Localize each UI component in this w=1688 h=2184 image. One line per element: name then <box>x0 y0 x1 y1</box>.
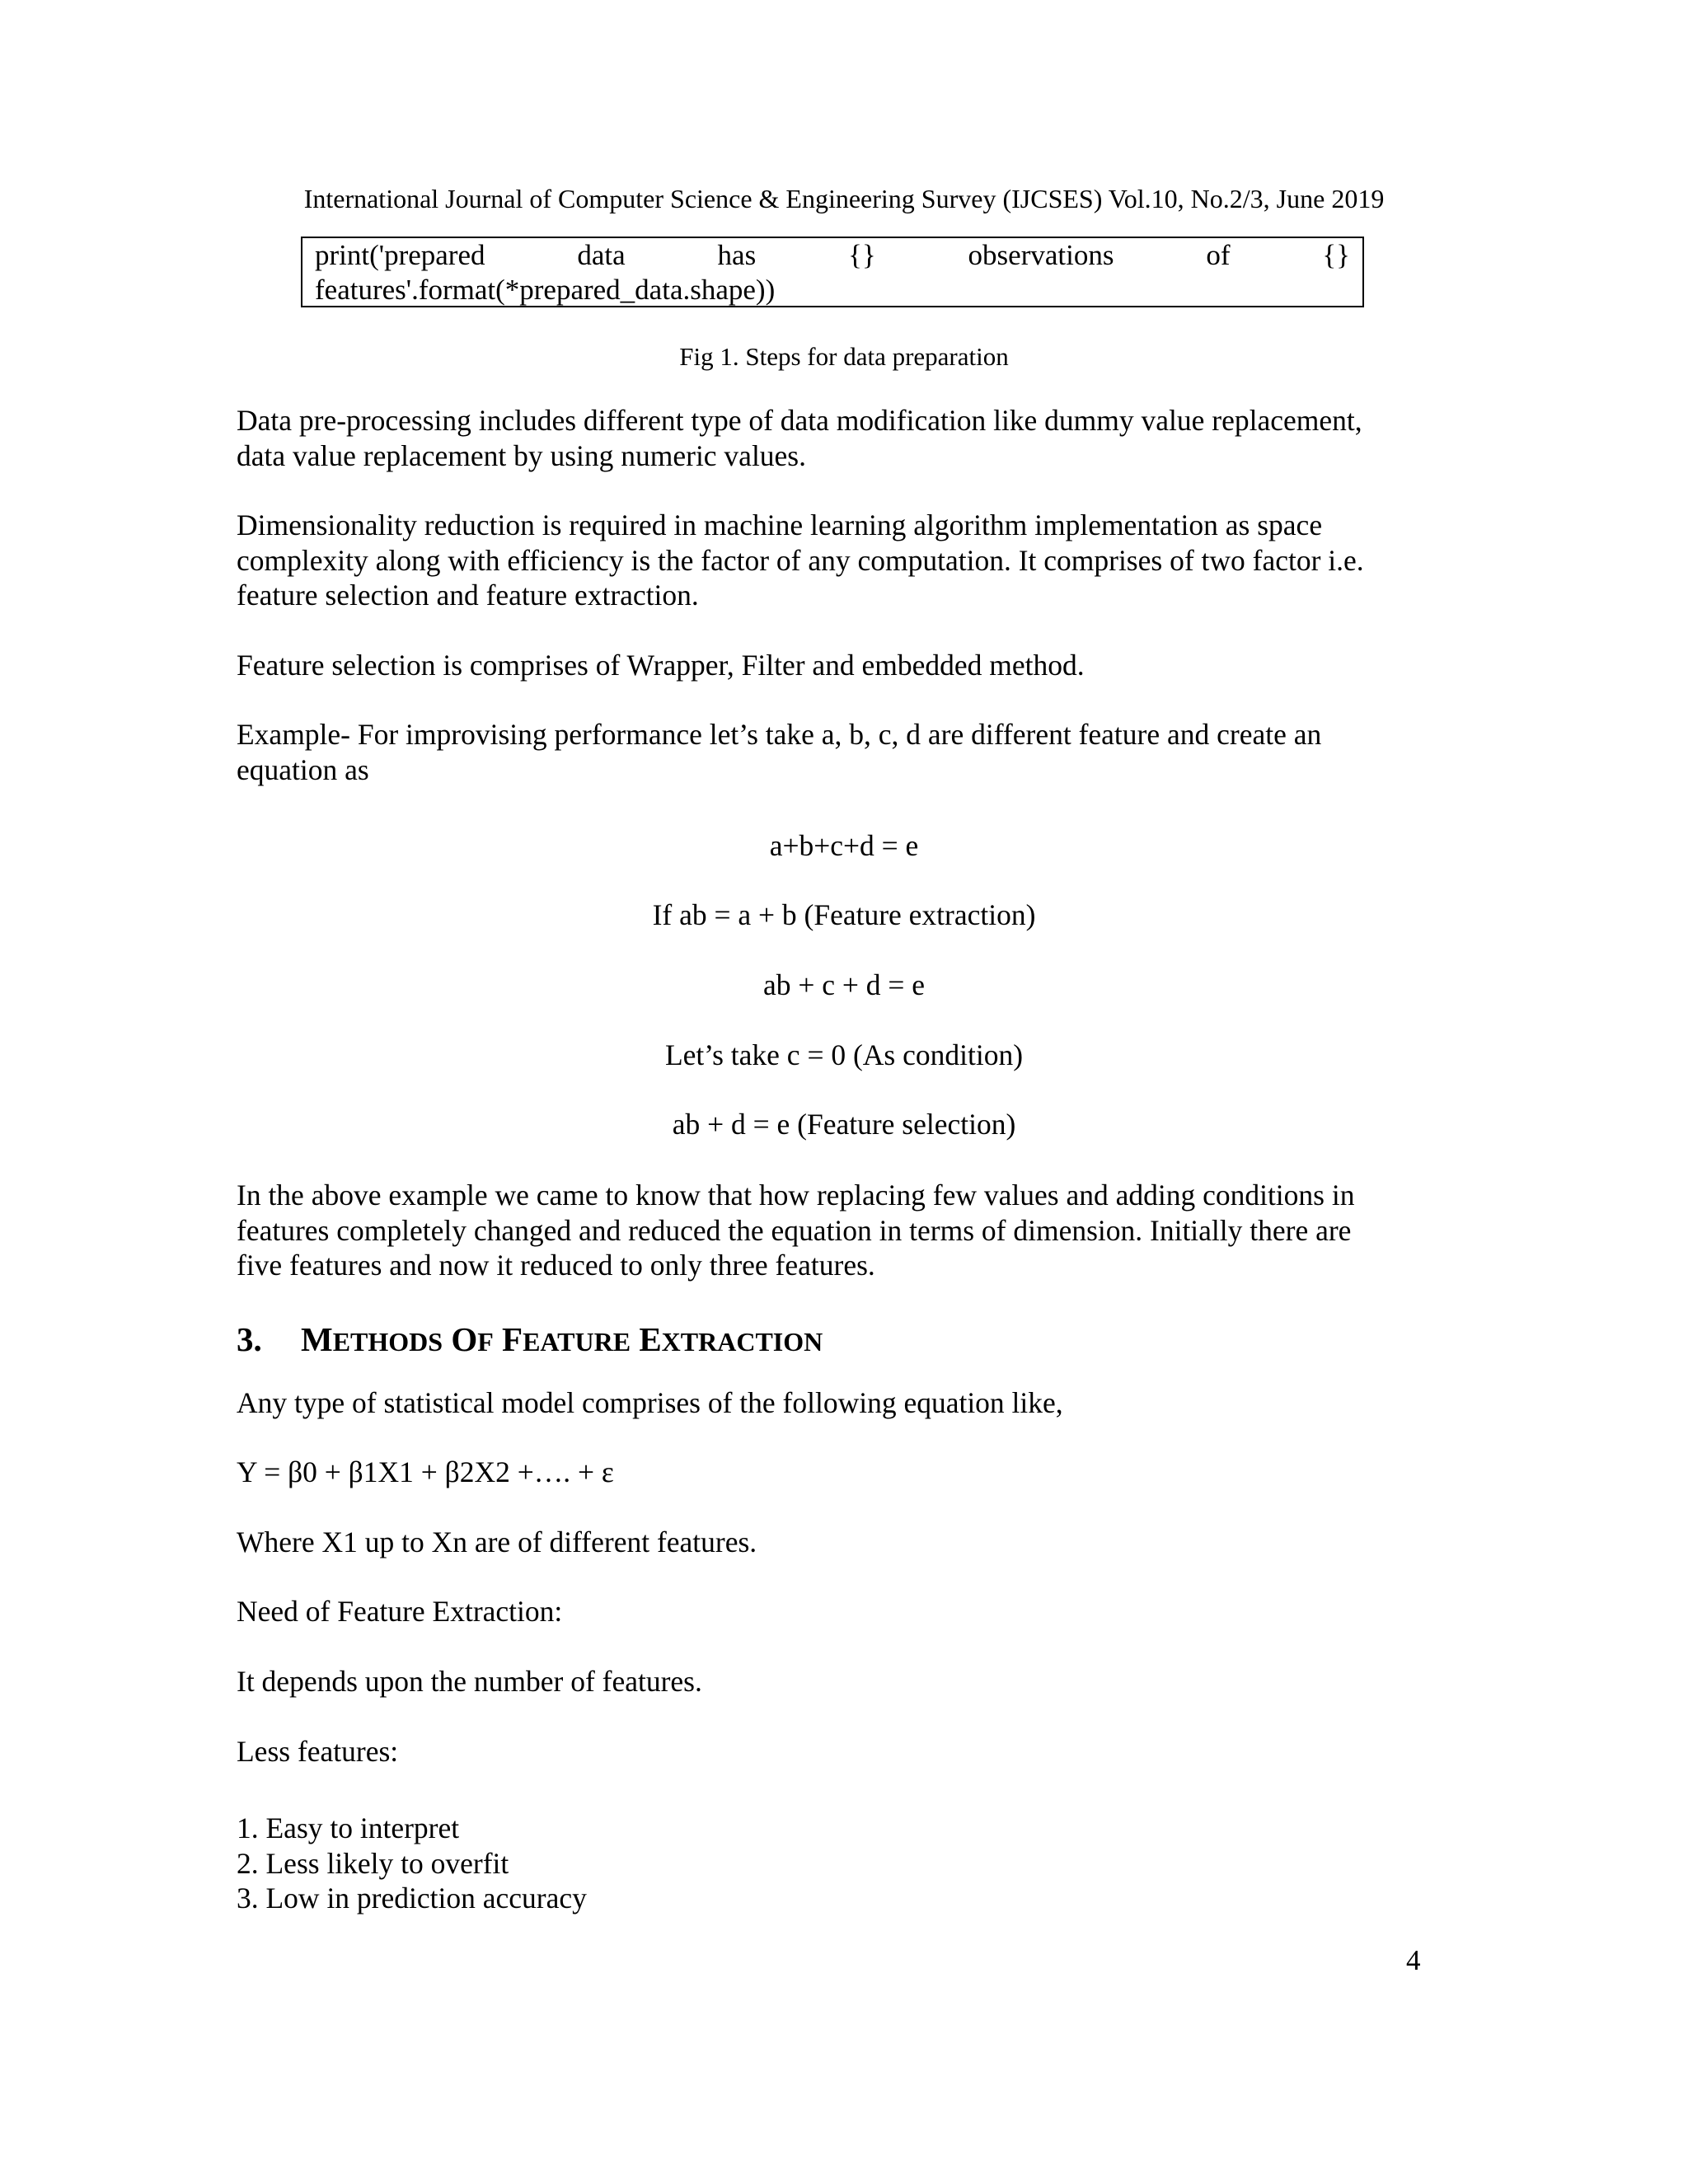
code-snippet-box <box>301 237 1364 307</box>
figure-caption: Fig 1. Steps for data preparation <box>679 342 1009 371</box>
where-line: Where X1 up to Xn are of different features. <box>237 1526 757 1558</box>
text-line: feature selection and feature extraction. <box>237 579 699 612</box>
less-features-label: Less features: <box>237 1735 399 1768</box>
section-heading <box>237 1319 823 1361</box>
list-item: 1. Easy to interpret <box>237 1811 460 1844</box>
paragraph-dimensionality <box>237 508 1440 613</box>
equation: Let’s take c = 0 (As condition) <box>664 1038 1024 1071</box>
text-line: data value replacement by using numeric values. <box>237 438 807 472</box>
code-token: has <box>717 239 757 271</box>
code-token: {} <box>848 239 876 271</box>
paragraph-example <box>237 717 1440 787</box>
paragraph-preprocessing <box>237 403 1440 473</box>
statistical-model-line: Any type of statistical model comprises of the following equation like, <box>237 1386 1063 1419</box>
equation: If ab = a + b (Feature extraction) <box>652 898 1036 931</box>
text-line: Data pre-processing includes different type of data modification like dummy value replacement, <box>237 404 1362 437</box>
text-line: Example- For improvising performance let’s take a, b, c, d are different feature and create an <box>237 718 1322 751</box>
model-equation: Y = β0 + β1X1 + β2X2 +…. + ε <box>237 1455 614 1488</box>
code-token: {} <box>1322 239 1350 271</box>
text-line: complexity along with efficiency is the factor of any computation. It comprises of two factor i.e. <box>237 543 1364 577</box>
paragraph-above-example <box>237 1178 1440 1283</box>
code-line-1 <box>315 238 1350 273</box>
need-line: Need of Feature Extraction: <box>237 1595 563 1628</box>
text-line: features completely changed and reduced the equation in terms of dimension. Initially there are <box>237 1213 1352 1247</box>
text-line: equation as <box>237 752 369 786</box>
page-number: 4 <box>1406 1944 1421 1976</box>
list-item: 3. Low in prediction accuracy <box>237 1882 587 1915</box>
journal-header: International Journal of Computer Science & Engineering Survey (IJCSES) Vol.10, No.2/3, June 2019 <box>303 184 1385 213</box>
code-line-2: features'.format(*prepared_data.shape)) <box>315 274 776 306</box>
equation: ab + d = e (Feature selection) <box>672 1108 1016 1141</box>
section-title: METHODS OF FEATURE EXTRACTION <box>301 1320 823 1358</box>
code-token: of <box>1206 239 1231 271</box>
text-line: Dimensionality reduction is required in machine learning algorithm implementation as space <box>237 509 1323 541</box>
code-token: observations <box>968 239 1114 271</box>
code-token: data <box>577 239 626 271</box>
text-line: Feature selection is comprises of Wrapper, Filter and embedded method. <box>237 649 1085 682</box>
list-item: 2. Less likely to overfit <box>237 1846 509 1880</box>
paragraph-feature-selection <box>237 648 1440 683</box>
text-line: In the above example we came to know that how replacing few values and adding conditions in <box>237 1179 1355 1212</box>
depends-line: It depends upon the number of features. <box>237 1665 702 1698</box>
section-number: 3. <box>237 1320 262 1358</box>
equation: ab + c + d = e <box>762 968 926 1001</box>
less-features-list <box>237 1811 587 1916</box>
code-token: print('prepared <box>315 239 485 271</box>
text-line: five features and now it reduced to only three features. <box>237 1249 875 1282</box>
equation: a+b+c+d = e <box>769 829 919 862</box>
